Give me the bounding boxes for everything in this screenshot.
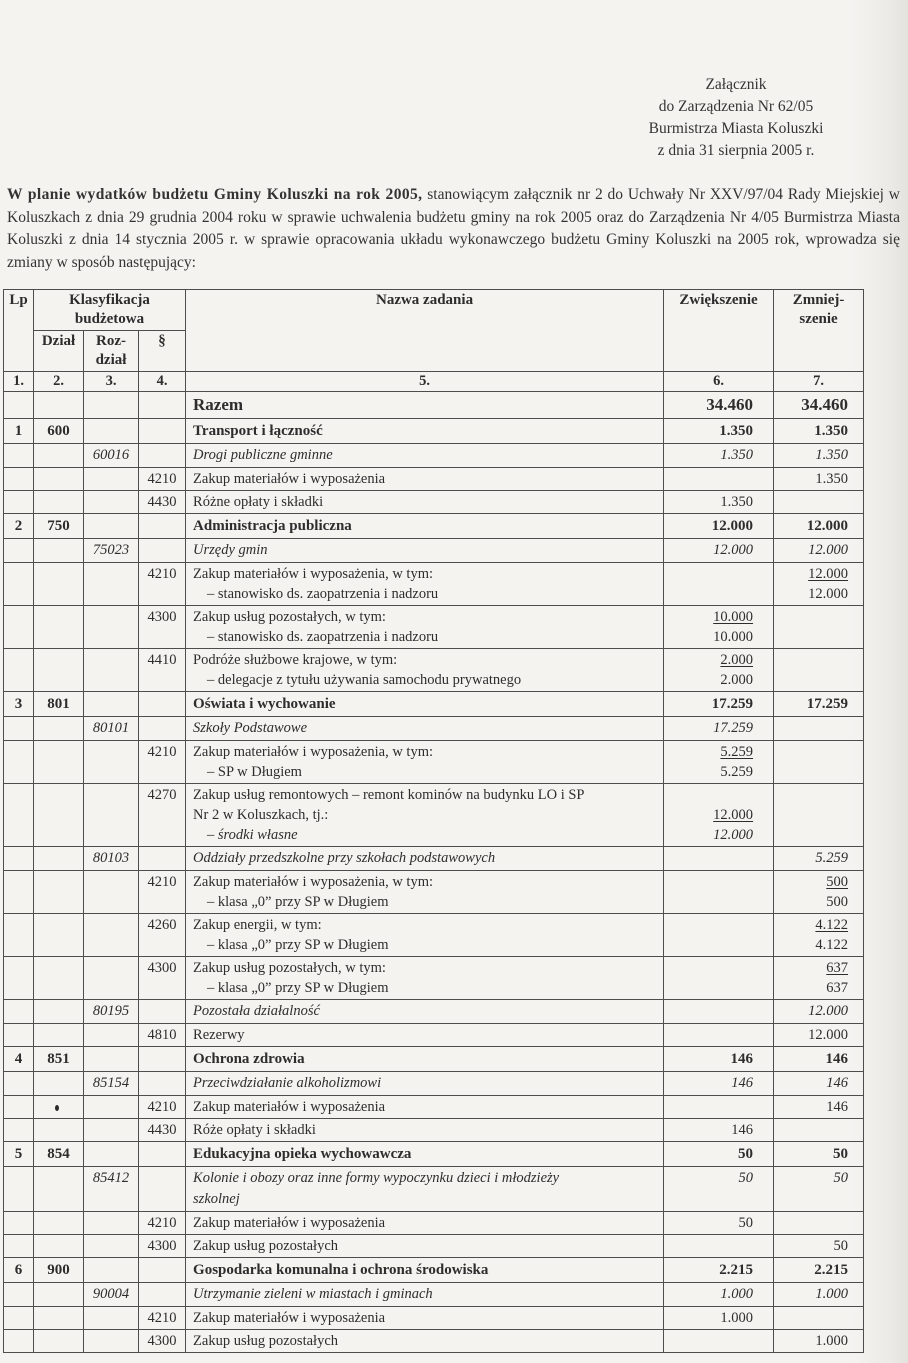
table-row [4, 1047, 864, 1072]
lp-cell: 3 [4, 692, 34, 717]
increase-cell: 12.000 12.000 [664, 784, 774, 847]
header-zmniejszenie-line: Zmniej- [792, 292, 845, 308]
task-name-cell: Administracja publiczna [186, 514, 664, 539]
attachment-note-line: z dnia 31 sierpnia 2005 r. [657, 142, 815, 159]
task-name-cell: Edukacyjna opieka wychowawcza [186, 1142, 664, 1167]
rozdzial-cell [84, 1096, 139, 1119]
lp-cell [4, 444, 34, 468]
task-name-cell: Przeciwdziałanie alkoholizmowi [186, 1072, 664, 1096]
dzial-cell [34, 1283, 84, 1307]
dzial-cell: 801 [34, 692, 84, 717]
rozdzial-cell: 75023 [84, 539, 139, 563]
task-name-cell: Utrzymanie zieleni w miastach i gminach [186, 1283, 664, 1307]
dzial-cell [34, 1167, 84, 1212]
decrease-cell: 1.350 [774, 444, 864, 468]
dzial-cell [34, 649, 84, 692]
header-paragraf: § [139, 331, 186, 372]
intro-lead: W planie wydatków budżetu Gminy Koluszki na rok 2005, [7, 186, 423, 203]
rozdzial-cell [84, 914, 139, 957]
increase-cell: 1.350 [664, 491, 774, 514]
increase-cell: 2.000 2.000 [664, 649, 774, 692]
rozdzial-cell [84, 1330, 139, 1353]
lp-cell [4, 1119, 34, 1142]
paragraf-cell [139, 1283, 186, 1307]
task-name-cell: Róże opłaty i składki [186, 1119, 664, 1142]
table-row [4, 914, 864, 957]
task-name-cell: Zakup materiałów i wyposażenia, w tym: – klasa „0” przy SP w Długiem [186, 871, 664, 914]
rozdzial-cell [84, 563, 139, 606]
decrease-cell: 12.000 [774, 1024, 864, 1047]
dzial-cell [34, 1119, 84, 1142]
task-name-cell: Drogi publiczne gminne [186, 444, 664, 468]
task-name-cell: Transport i łączność [186, 419, 664, 444]
increase-cell: 146 [664, 1072, 774, 1096]
rozdzial-cell [84, 606, 139, 649]
task-name-cell: Zakup usług pozostałych, w tym: – klasa „0” przy SP w Długiem [186, 957, 664, 1000]
paragraf-cell: 4210 [139, 1307, 186, 1330]
decrease-cell: 12.000 12.000 [774, 563, 864, 606]
rozdzial-cell [84, 1024, 139, 1047]
lp-cell [4, 606, 34, 649]
attachment-note [606, 0, 866, 162]
header-zmniejszenie-line: szenie [799, 311, 838, 327]
rozdzial-cell [84, 1307, 139, 1330]
decrease-cell: 1.350 [774, 419, 864, 444]
rozdzial-cell [84, 1235, 139, 1258]
table-row [4, 606, 864, 649]
rozdzial-cell: 60016 [84, 444, 139, 468]
task-name-cell: Oświata i wychowanie [186, 692, 664, 717]
increase-cell [664, 957, 774, 1000]
increase-cell [664, 468, 774, 491]
decrease-cell: 637 637 [774, 957, 864, 1000]
rozdzial-cell: 85412 [84, 1167, 139, 1212]
attachment-note-line: Załącznik [705, 76, 767, 93]
dzial-cell: 854 [34, 1142, 84, 1167]
table-row [4, 563, 864, 606]
task-name-cell: Zakup usług pozostałych [186, 1235, 664, 1258]
lp-cell [4, 649, 34, 692]
task-name-cell: Zakup materiałów i wyposażenia [186, 1212, 664, 1235]
rozdzial-cell [84, 957, 139, 1000]
increase-cell: 146 [664, 1119, 774, 1142]
lp-cell [4, 717, 34, 741]
paragraf-cell: 4210 [139, 468, 186, 491]
lp-cell [4, 847, 34, 871]
table-row [4, 871, 864, 914]
increase-cell: 1.000 [664, 1307, 774, 1330]
rozdzial-cell [84, 468, 139, 491]
decrease-cell: 50 [774, 1142, 864, 1167]
rozdzial-cell [84, 1119, 139, 1142]
rozdzial-cell: 85154 [84, 1072, 139, 1096]
rozdzial-cell [84, 1258, 139, 1283]
decrease-cell [774, 649, 864, 692]
increase-cell [664, 847, 774, 871]
rozdzial-cell [84, 692, 139, 717]
table-row [4, 847, 864, 871]
lp-cell [4, 1096, 34, 1119]
task-name-cell: Podróże służbowe krajowe, w tym: – delegacje z tytułu używania samochodu prywatnego [186, 649, 664, 692]
paragraf-cell [139, 692, 186, 717]
table-header [4, 290, 864, 392]
table-row [4, 1119, 864, 1142]
rozdzial-cell [84, 1212, 139, 1235]
decrease-cell: 146 [774, 1072, 864, 1096]
lp-cell [4, 392, 34, 419]
col-num: 3. [84, 372, 139, 392]
dzial-cell [34, 1072, 84, 1096]
increase-cell [664, 914, 774, 957]
lp-cell: 2 [4, 514, 34, 539]
table-row [4, 1212, 864, 1235]
header-rozdzial-line: Roz- [96, 333, 126, 349]
increase-cell: 1.350 [664, 419, 774, 444]
col-num: 1. [4, 372, 34, 392]
dzial-cell [34, 914, 84, 957]
dzial-cell [34, 741, 84, 784]
table-row [4, 741, 864, 784]
increase-cell: 1.350 [664, 444, 774, 468]
task-name-cell: Zakup usług remontowych – remont kominów na budynku LO i SP Nr 2 w Koluszkach, tj.: – środki własne [186, 784, 664, 847]
paragraf-cell: 4410 [139, 649, 186, 692]
dzial-cell [34, 606, 84, 649]
intro-paragraph [7, 184, 900, 274]
decrease-cell: 34.460 [774, 392, 864, 419]
lp-cell: 5 [4, 1142, 34, 1167]
paragraf-cell [139, 1047, 186, 1072]
paragraf-cell: 4260 [139, 914, 186, 957]
lp-cell [4, 871, 34, 914]
budget-table [3, 289, 864, 1353]
lp-cell [4, 1283, 34, 1307]
paragraf-cell: 4210 [139, 1212, 186, 1235]
table-row [4, 392, 864, 419]
task-name-cell: Zakup materiałów i wyposażenia, w tym: – stanowisko ds. zaopatrzenia i nadzoru [186, 563, 664, 606]
paragraf-cell [139, 1142, 186, 1167]
dzial-cell [34, 539, 84, 563]
dzial-cell [34, 784, 84, 847]
task-name-cell: Zakup materiałów i wyposażenia [186, 468, 664, 491]
dzial-cell [34, 563, 84, 606]
table-row [4, 957, 864, 1000]
increase-cell: 1.000 [664, 1283, 774, 1307]
paragraf-cell: 4270 [139, 784, 186, 847]
dzial-cell: 750 [34, 514, 84, 539]
decrease-cell: 1.000 [774, 1283, 864, 1307]
task-name-cell: Zakup usług pozostałych, w tym: – stanowisko ds. zaopatrzenia i nadzoru [186, 606, 664, 649]
table-row [4, 1072, 864, 1096]
table-row [4, 468, 864, 491]
decrease-cell [774, 491, 864, 514]
increase-cell [664, 1330, 774, 1353]
increase-cell [664, 1024, 774, 1047]
table-row [4, 419, 864, 444]
rozdzial-cell [84, 871, 139, 914]
rozdzial-cell: 80195 [84, 1000, 139, 1024]
table-row [4, 717, 864, 741]
lp-cell [4, 491, 34, 514]
task-name-cell: Razem [186, 392, 664, 419]
paragraf-cell: 4300 [139, 957, 186, 1000]
rozdzial-cell: 90004 [84, 1283, 139, 1307]
dzial-cell [34, 957, 84, 1000]
dzial-cell [34, 1212, 84, 1235]
header-zwiekszenie: Zwiększenie [664, 290, 774, 372]
col-num: 2. [34, 372, 84, 392]
table-row [4, 1330, 864, 1353]
decrease-cell: 5.259 [774, 847, 864, 871]
paragraf-cell [139, 444, 186, 468]
paragraf-cell: 4210 [139, 563, 186, 606]
table-row [4, 1235, 864, 1258]
paragraf-cell [139, 514, 186, 539]
intro-body: stanowiącym załącznik nr 2 do Uchwały Nr XXV/97/04 Rady Miejskiej w Koluszkach z dnia 29 grudnia 2004 roku w sprawie uchwalenia budżetu gminy na rok 2005 oraz do Zarządzenia Nr 4/05 Burmistrza Miasta Koluszki z dnia 14 stycznia 2005 r. w sprawie opracowania układu wykonawczego budżetu Gminy Koluszki na 2005 rok, wprowadza się zmiany w sposób następujący: [7, 186, 901, 271]
increase-cell: 17.259 [664, 717, 774, 741]
col-num: 6. [664, 372, 774, 392]
lp-cell [4, 468, 34, 491]
decrease-cell: 50 [774, 1167, 864, 1212]
table-row [4, 1307, 864, 1330]
decrease-cell: 12.000 [774, 1000, 864, 1024]
decrease-cell [774, 606, 864, 649]
paragraf-cell: 4210 [139, 1096, 186, 1119]
decrease-cell [774, 784, 864, 847]
task-name-cell: Zakup energii, w tym: – klasa „0” przy SP w Długiem [186, 914, 664, 957]
decrease-cell [774, 1307, 864, 1330]
paragraf-cell: 4300 [139, 1330, 186, 1353]
dzial-cell: 900 [34, 1258, 84, 1283]
paragraf-cell [139, 717, 186, 741]
task-name-cell: Urzędy gmin [186, 539, 664, 563]
table-row [4, 1024, 864, 1047]
header-lp: Lp [4, 290, 34, 372]
decrease-cell [774, 1212, 864, 1235]
lp-cell [4, 914, 34, 957]
task-name-cell: Zakup usług pozostałych [186, 1330, 664, 1353]
dzial-cell [34, 1307, 84, 1330]
rozdzial-cell [84, 419, 139, 444]
increase-cell: 12.000 [664, 514, 774, 539]
rozdzial-cell [84, 1047, 139, 1072]
lp-cell: 1 [4, 419, 34, 444]
paragraf-cell [139, 539, 186, 563]
task-name-cell: Gospodarka komunalna i ochrona środowiska [186, 1258, 664, 1283]
increase-cell: 5.259 5.259 [664, 741, 774, 784]
paragraf-cell: 4300 [139, 1235, 186, 1258]
decrease-cell: 12.000 [774, 514, 864, 539]
rozdzial-cell [84, 649, 139, 692]
dzial-cell [34, 1096, 84, 1119]
decrease-cell [774, 741, 864, 784]
task-name-cell: Kolonie i obozy oraz inne formy wypoczynku dzieci i młodzieży szkolnej [186, 1167, 664, 1212]
dzial-cell [34, 392, 84, 419]
rozdzial-cell [84, 491, 139, 514]
header-rozdzial [84, 331, 139, 372]
paragraf-cell: 4430 [139, 1119, 186, 1142]
increase-cell [664, 1235, 774, 1258]
lp-cell [4, 784, 34, 847]
dzial-cell [34, 871, 84, 914]
col-num: 4. [139, 372, 186, 392]
lp-cell [4, 1167, 34, 1212]
task-name-cell: Ochrona zdrowia [186, 1047, 664, 1072]
dzial-cell: 600 [34, 419, 84, 444]
table-row [4, 491, 864, 514]
increase-cell: 34.460 [664, 392, 774, 419]
dzial-cell: 851 [34, 1047, 84, 1072]
decrease-cell [774, 717, 864, 741]
paragraf-cell: 4300 [139, 606, 186, 649]
lp-cell [4, 1024, 34, 1047]
decrease-cell [774, 1119, 864, 1142]
increase-cell [664, 1000, 774, 1024]
increase-cell: 12.000 [664, 539, 774, 563]
table-row [4, 1142, 864, 1167]
paragraf-cell [139, 419, 186, 444]
col-num: 7. [774, 372, 864, 392]
lp-cell [4, 957, 34, 1000]
dzial-cell [34, 1000, 84, 1024]
increase-cell: 50 [664, 1142, 774, 1167]
dzial-cell [34, 717, 84, 741]
rozdzial-cell [84, 392, 139, 419]
header-klasyfikacja: Klasyfikacja budżetowa [34, 290, 186, 331]
rozdzial-cell [84, 741, 139, 784]
table-row [4, 649, 864, 692]
task-name-cell: Różne opłaty i składki [186, 491, 664, 514]
dzial-cell [34, 444, 84, 468]
paragraf-cell: 4810 [139, 1024, 186, 1047]
decrease-cell: 4.122 4.122 [774, 914, 864, 957]
dzial-cell [34, 847, 84, 871]
increase-cell [664, 871, 774, 914]
paragraf-cell: 4210 [139, 871, 186, 914]
paragraf-cell: 4210 [139, 741, 186, 784]
rozdzial-cell: 80101 [84, 717, 139, 741]
dzial-cell [34, 491, 84, 514]
header-dzial: Dział [34, 331, 84, 372]
dzial-cell [34, 1235, 84, 1258]
paragraf-cell [139, 847, 186, 871]
table-row [4, 1000, 864, 1024]
increase-cell: 50 [664, 1212, 774, 1235]
task-name-cell: Zakup materiałów i wyposażenia, w tym: – SP w Długiem [186, 741, 664, 784]
decrease-cell: 17.259 [774, 692, 864, 717]
header-rozdzial-line: dział [95, 352, 127, 368]
lp-cell: 6 [4, 1258, 34, 1283]
decrease-cell: 1.350 [774, 468, 864, 491]
ink-dot-artifact [55, 1105, 59, 1111]
task-name-cell: Zakup materiałów i wyposażenia [186, 1096, 664, 1119]
rozdzial-cell: 80103 [84, 847, 139, 871]
table-row [4, 444, 864, 468]
decrease-cell: 500 500 [774, 871, 864, 914]
decrease-cell: 50 [774, 1235, 864, 1258]
col-num: 5. [186, 372, 664, 392]
paragraf-cell: 4430 [139, 491, 186, 514]
table-row [4, 784, 864, 847]
table-row [4, 692, 864, 717]
decrease-cell: 146 [774, 1047, 864, 1072]
task-name-cell: Rezerwy [186, 1024, 664, 1047]
lp-cell [4, 741, 34, 784]
decrease-cell: 12.000 [774, 539, 864, 563]
table-row [4, 539, 864, 563]
table-row [4, 1258, 864, 1283]
rozdzial-cell [84, 784, 139, 847]
table-row [4, 1167, 864, 1212]
budget-table-body [4, 392, 864, 1353]
paragraf-cell [139, 1258, 186, 1283]
increase-cell [664, 1096, 774, 1119]
task-name-cell: Szkoły Podstawowe [186, 717, 664, 741]
table-row [4, 1283, 864, 1307]
decrease-cell: 1.000 [774, 1330, 864, 1353]
task-name-cell: Zakup materiałów i wyposażenia [186, 1307, 664, 1330]
increase-cell: 10.000 10.000 [664, 606, 774, 649]
attachment-note-line: Burmistrza Miasta Koluszki [648, 120, 824, 137]
increase-cell [664, 563, 774, 606]
increase-cell: 2.215 [664, 1258, 774, 1283]
lp-cell: 4 [4, 1047, 34, 1072]
lp-cell [4, 1307, 34, 1330]
lp-cell [4, 1212, 34, 1235]
dzial-cell [34, 1330, 84, 1353]
header-zmniejszenie [774, 290, 864, 372]
decrease-cell: 146 [774, 1096, 864, 1119]
increase-cell: 50 [664, 1167, 774, 1212]
rozdzial-cell [84, 1142, 139, 1167]
increase-cell: 146 [664, 1047, 774, 1072]
paragraf-cell [139, 392, 186, 419]
decrease-cell: 2.215 [774, 1258, 864, 1283]
paragraf-cell [139, 1000, 186, 1024]
task-name-cell: Oddziały przedszkolne przy szkołach podstawowych [186, 847, 664, 871]
lp-cell [4, 1330, 34, 1353]
paragraf-cell [139, 1072, 186, 1096]
dzial-cell [34, 468, 84, 491]
lp-cell [4, 539, 34, 563]
attachment-note-line: do Zarządzenia Nr 62/05 [658, 98, 814, 115]
task-name-cell: Pozostała działalność [186, 1000, 664, 1024]
lp-cell [4, 1235, 34, 1258]
lp-cell [4, 563, 34, 606]
dzial-cell [34, 1024, 84, 1047]
column-number-row [4, 372, 864, 392]
table-row [4, 1096, 864, 1119]
header-nazwa-zadania: Nazwa zadania [186, 290, 664, 372]
paragraf-cell [139, 1167, 186, 1212]
rozdzial-cell [84, 514, 139, 539]
lp-cell [4, 1072, 34, 1096]
table-row [4, 514, 864, 539]
lp-cell [4, 1000, 34, 1024]
increase-cell: 17.259 [664, 692, 774, 717]
